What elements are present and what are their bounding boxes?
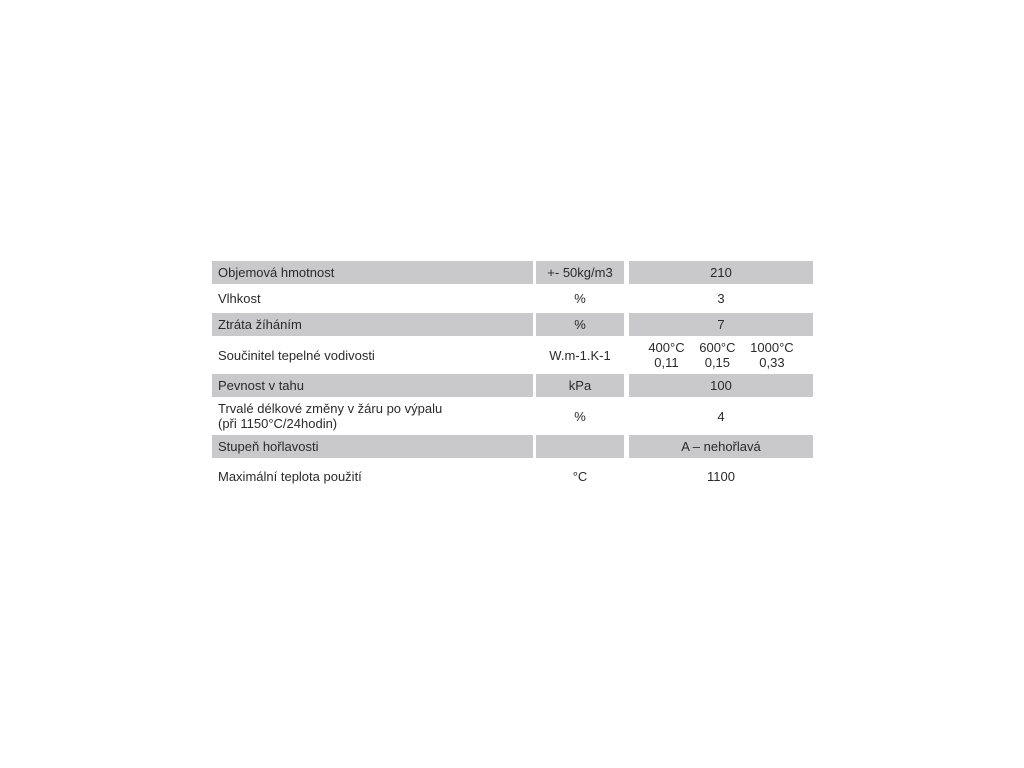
- property-label: Objemová hmotnost: [212, 261, 533, 284]
- property-label: [212, 400, 533, 432]
- property-label-line-1: Trvalé délkové změny v žáru po výpalu: [218, 401, 443, 416]
- table-row: [212, 313, 813, 336]
- property-unit: kPa: [536, 374, 624, 397]
- property-unit: %: [574, 291, 586, 306]
- property-unit: +- 50kg/m3: [536, 261, 624, 284]
- property-unit: [536, 435, 624, 458]
- table-row: [212, 287, 813, 310]
- property-unit: °C: [572, 468, 588, 484]
- property-label-line-2: (při 1150°C/24hodin): [218, 416, 338, 431]
- property-label: Součinitel tepelné vodivosti: [218, 347, 375, 363]
- table-row: [212, 261, 813, 284]
- property-label: Stupeň hořlavosti: [212, 435, 533, 458]
- conductivity-value: 0,33: [759, 355, 785, 370]
- property-unit: %: [574, 408, 586, 424]
- property-value: A – nehořlavá: [629, 435, 813, 458]
- temperature-label: 400°C: [648, 340, 685, 355]
- conductivity-at-temp: [750, 340, 794, 370]
- table-row: [212, 339, 813, 371]
- property-value-group: [629, 339, 813, 371]
- properties-table: [212, 261, 813, 494]
- table-row: [212, 374, 813, 397]
- property-value: 1100: [707, 468, 735, 484]
- property-value: 100: [629, 374, 813, 397]
- property-label: Vlhkost: [218, 291, 261, 306]
- property-label: Ztráta žíháním: [212, 313, 533, 336]
- property-value: 210: [629, 261, 813, 284]
- property-value: 7: [629, 313, 813, 336]
- property-label: Pevnost v tahu: [212, 374, 533, 397]
- conductivity-value: 0,11: [654, 355, 679, 370]
- conductivity-at-temp: [699, 340, 735, 370]
- table-row: [212, 461, 813, 491]
- table-row: [212, 435, 813, 458]
- conductivity-at-temp: [648, 340, 684, 370]
- temperature-label: 1000°C: [750, 340, 794, 355]
- property-unit: %: [536, 313, 624, 336]
- conductivity-value: 0,15: [704, 355, 731, 370]
- table-row: [212, 400, 813, 432]
- property-value: 3: [717, 291, 725, 306]
- property-unit: W.m-1.K-1: [549, 347, 611, 363]
- temperature-label: 600°C: [699, 340, 736, 355]
- property-value: 4: [717, 408, 725, 424]
- property-label: Maximální teplota použití: [218, 468, 362, 484]
